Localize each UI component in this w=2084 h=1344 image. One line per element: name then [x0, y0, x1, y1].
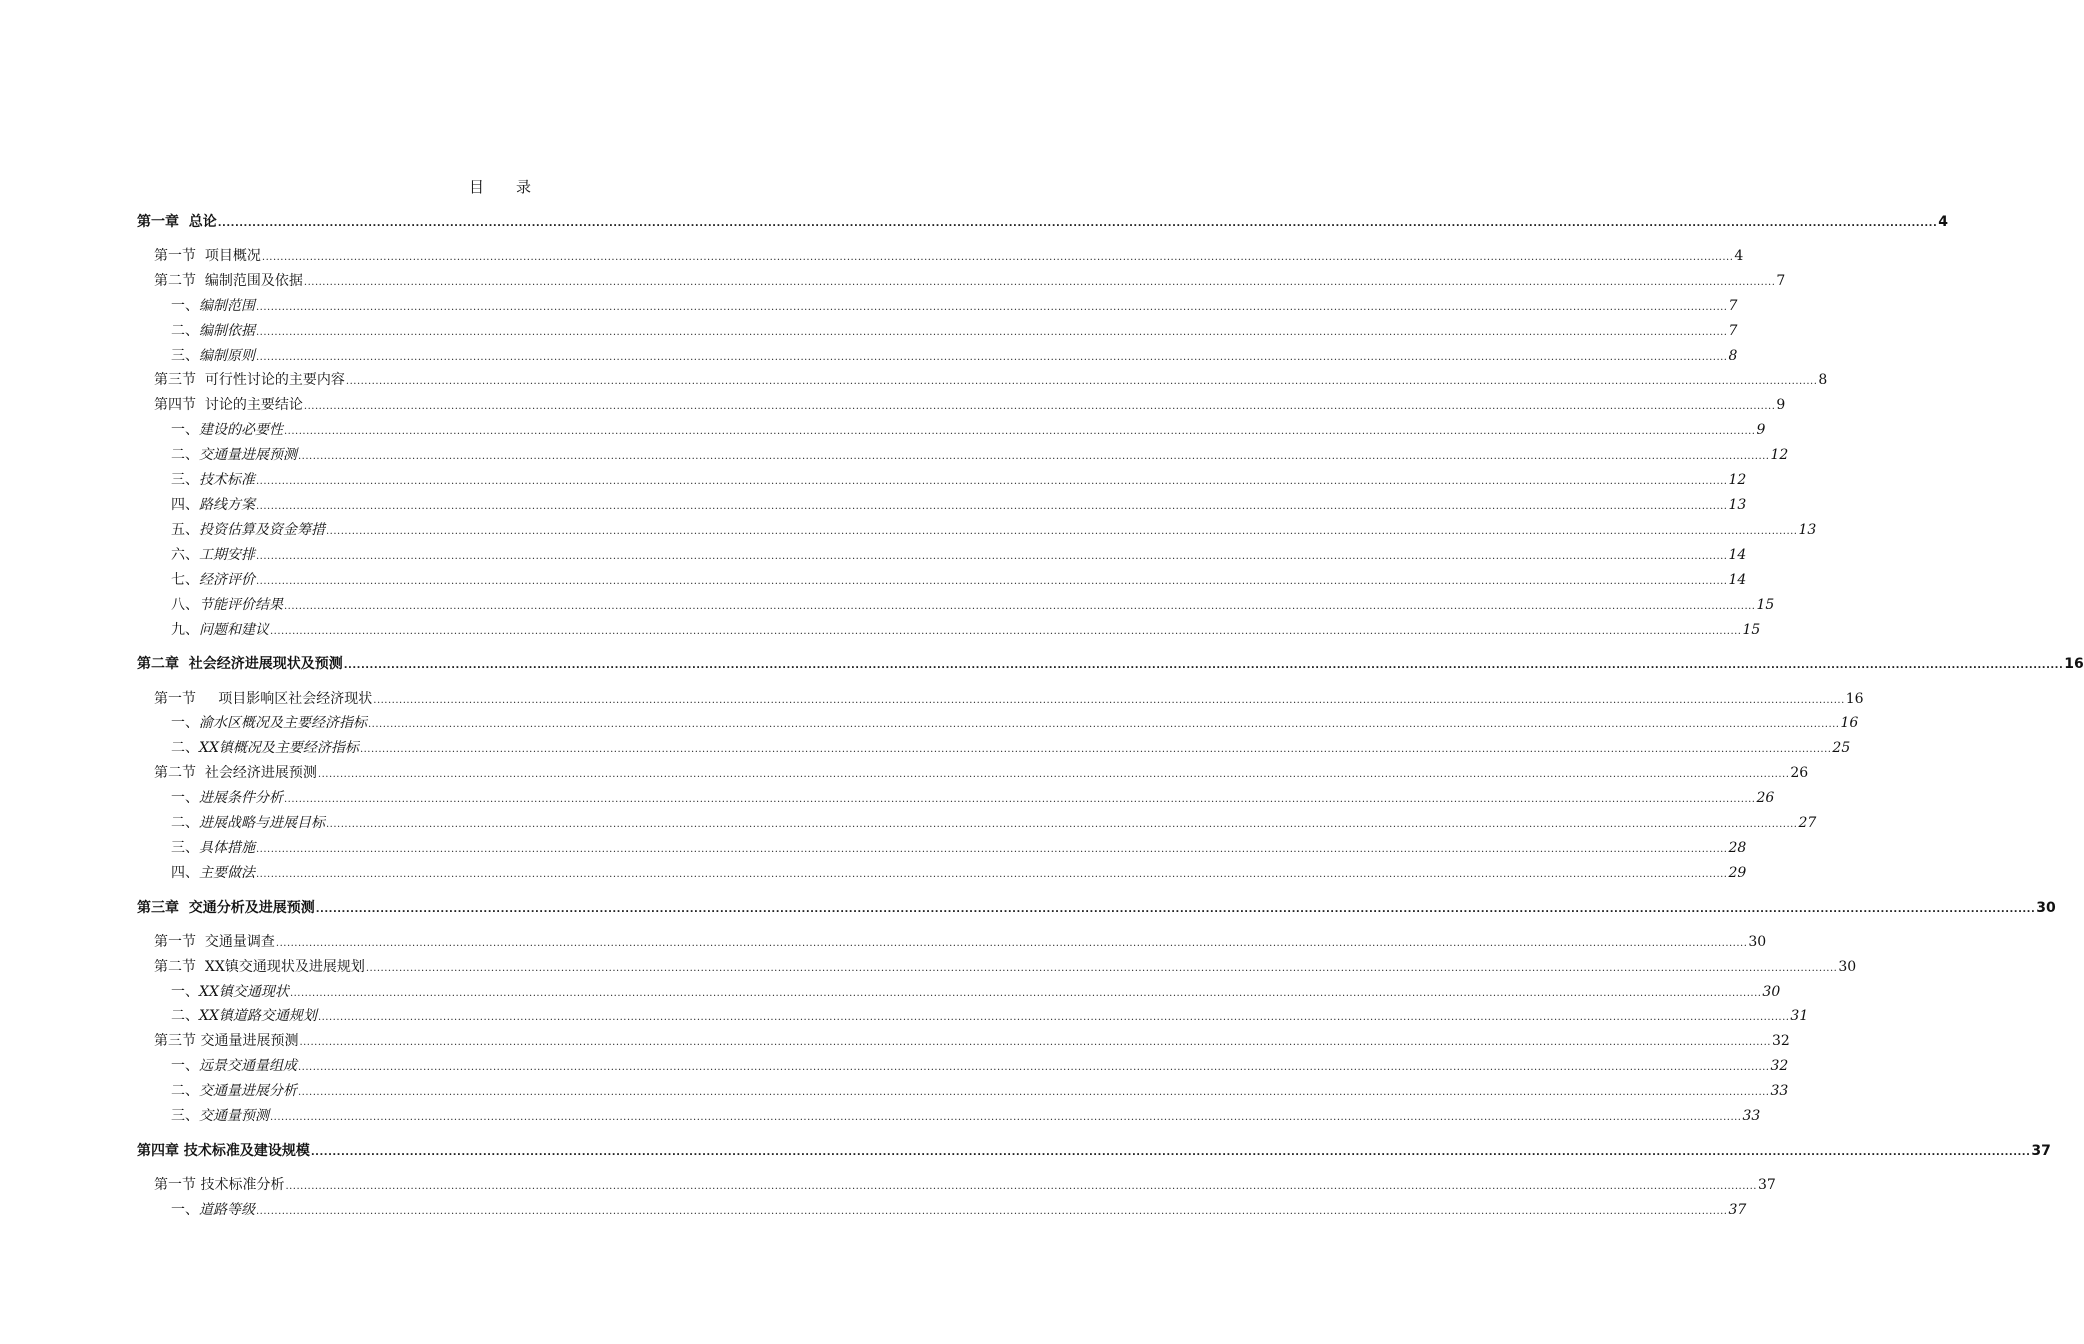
toc-dot-leader: ................................................................................................................................................................................................................................................................................................................................................................................................................ [256, 1206, 1728, 1217]
toc-dot-leader: ................................................................................................................................................................................................................................................................................................................................................................................................................ [256, 844, 1728, 855]
toc-entry-number: 第一节 [154, 691, 219, 707]
toc-entry-text: 交通量进展预测 [200, 1033, 299, 1049]
toc-entry-number: 第三章 [137, 900, 189, 916]
toc-entry-label [137, 495, 255, 515]
toc-dot-leader: ................................................................................................................................................................................................................................................................................................................................................................................................................ [284, 426, 1756, 437]
toc-entry-number: 六、 [171, 547, 199, 563]
toc-entry-level2[interactable] [137, 1175, 1776, 1195]
toc-entry-level3[interactable] [137, 445, 1789, 465]
toc-entry-number: 第二章 [137, 656, 189, 672]
toc-entry-page: 7 [1776, 273, 1786, 289]
toc-entry-page: 16 [1840, 715, 1859, 731]
toc-dot-leader: ................................................................................................................................................................................................................................................................................................................................................................................................................ [261, 252, 1734, 263]
toc-entry-level2[interactable] [137, 932, 1767, 952]
toc-entry-level3[interactable] [137, 863, 1747, 883]
toc-entry-page: 30 [1838, 959, 1857, 975]
toc-entry-level3[interactable] [137, 620, 1761, 640]
toc-entry-level3[interactable] [137, 545, 1747, 565]
toc-dot-leader: ................................................................................................................................................................................................................................................................................................................................................................................................................ [345, 376, 1818, 387]
toc-entry-label [137, 838, 255, 858]
toc-dot-leader: ................................................................................................................................................................................................................................................................................................................................................................................................................ [256, 501, 1728, 512]
toc-entry-label [137, 620, 269, 640]
toc-dot-leader: ................................................................................................................................................................................................................................................................................................................................................................................................................ [317, 769, 1790, 780]
toc-entry-text: 编制原则 [199, 348, 255, 364]
toc-entry-text: 节能评价结果 [199, 597, 283, 613]
toc-entry-number: 第二节 [154, 765, 205, 781]
toc-entry-number: 三、 [171, 348, 199, 364]
toc-entry-text: XX镇交通现状 [199, 984, 289, 1000]
toc-entry-page: 13 [1798, 522, 1817, 538]
toc-entry-label [137, 420, 283, 440]
toc-entry-text: XX镇道路交通规划 [199, 1008, 317, 1024]
toc-entry-number: 第三节 [154, 1033, 201, 1049]
toc-entry-text: 编制范围及依据 [204, 273, 303, 289]
toc-entry-text: 总论 [188, 214, 217, 230]
toc-dot-leader: ................................................................................................................................................................................................................................................................................................................................................................................................................ [298, 1087, 1770, 1098]
toc-entry-number: 第一节 [154, 1177, 201, 1193]
toc-entry-level1[interactable] [137, 1141, 2051, 1161]
toc-entry-page: 29 [1728, 865, 1747, 881]
toc-entry-level3[interactable] [137, 321, 1738, 341]
toc-entry-number: 第二节 [154, 273, 205, 289]
toc-entry-page: 8 [1728, 348, 1738, 364]
toc-entry-number: 一、 [171, 790, 199, 806]
toc-dot-leader: ................................................................................................................................................................................................................................................................................................................................................................................................................ [270, 1112, 1742, 1123]
toc-entry-page: 31 [1790, 1008, 1809, 1024]
toc-entry-level3[interactable] [137, 738, 1851, 758]
toc-entry-page: 14 [1728, 547, 1747, 563]
toc-entry-number: 二、 [171, 1008, 199, 1024]
toc-dot-leader: ................................................................................................................................................................................................................................................................................................................................................................................................................ [359, 744, 1832, 755]
toc-entry-level3[interactable] [137, 1106, 1761, 1126]
toc-entry-page: 37 [1728, 1202, 1747, 1218]
toc-entry-text: 编制范围 [199, 298, 255, 314]
toc-entry-number: 二、 [171, 447, 199, 463]
toc-entry-number: 一、 [171, 298, 199, 314]
toc-dot-leader: ................................................................................................................................................................................................................................................................................................................................................................................................................ [285, 1181, 1757, 1192]
toc-entry-text: 技术标准及建设规模 [183, 1143, 310, 1159]
toc-entry-label [137, 1200, 255, 1220]
toc-entry-level3[interactable] [137, 1081, 1789, 1101]
toc-entry-page: 33 [1742, 1108, 1761, 1124]
toc-entry-number: 二、 [171, 1083, 199, 1099]
toc-entry-page: 9 [1756, 422, 1766, 438]
toc-entry-number: 四、 [171, 497, 199, 513]
toc-entry-text: 路线方案 [199, 497, 255, 513]
toc-entry-number: 八、 [171, 597, 199, 613]
toc-dot-leader: ................................................................................................................................................................................................................................................................................................................................................................................................................ [326, 526, 1798, 537]
toc-entry-label [137, 346, 255, 366]
toc-entry-label [137, 321, 255, 341]
toc-entry-text: 技术标准 [199, 472, 255, 488]
toc-entry-text: 项目影响区社会经济现状 [218, 691, 373, 707]
toc-entry-page: 32 [1771, 1033, 1790, 1049]
toc-entry-level3[interactable] [137, 1056, 1789, 1076]
toc-entry-number: 九、 [171, 622, 199, 638]
toc-entry-label [137, 1081, 297, 1101]
toc-entry-number: 二、 [171, 323, 199, 339]
toc-entry-page: 32 [1770, 1058, 1789, 1074]
toc-entry-text: 经济评价 [199, 572, 255, 588]
toc-entry-number: 一、 [171, 422, 199, 438]
toc-entry-text: 建设的必要性 [199, 422, 283, 438]
toc-dot-leader: ................................................................................................................................................................................................................................................................................................................................................................................................................ [310, 1147, 2031, 1158]
toc-entry-number: 第一节 [154, 248, 205, 264]
toc-entry-page: 4 [1734, 248, 1744, 264]
toc-entry-text: 交通量预测 [199, 1108, 269, 1124]
toc-entry-label [137, 1141, 310, 1161]
toc-entry-label [137, 982, 289, 1002]
toc-entry-level3[interactable] [137, 982, 1781, 1002]
toc-entry-level3[interactable] [137, 470, 1747, 490]
toc-entry-level2[interactable] [137, 395, 1786, 415]
toc-entry-number: 第三节 [154, 372, 205, 388]
toc-entry-page: 33 [1770, 1083, 1789, 1099]
toc-entry-number: 第四节 [154, 397, 205, 413]
toc-entry-level2[interactable] [137, 763, 1809, 783]
toc-entry-level3[interactable] [137, 595, 1775, 615]
toc-entry-level3[interactable] [137, 788, 1775, 808]
toc-entry-label [137, 395, 303, 415]
toc-entry-number: 四、 [171, 865, 199, 881]
toc-entry-label [137, 271, 303, 291]
toc-entry-label [137, 788, 283, 808]
toc-entry-label [137, 370, 345, 390]
toc-entry-label [137, 713, 367, 733]
toc-entry-level2[interactable] [137, 271, 1786, 291]
toc-entry-label [137, 763, 317, 783]
toc-entry-page: 25 [1832, 740, 1851, 756]
toc-entry-level1[interactable] [137, 212, 1949, 232]
toc-dot-leader: ................................................................................................................................................................................................................................................................................................................................................................................................................ [270, 626, 1742, 637]
toc-entry-label [137, 570, 255, 590]
toc-entry-label [137, 738, 359, 758]
toc-entry-page: 7 [1728, 323, 1738, 339]
toc-dot-leader: ................................................................................................................................................................................................................................................................................................................................................................................................................ [298, 1062, 1770, 1073]
toc-entry-label [137, 813, 325, 833]
toc-title-right: 录 [516, 178, 532, 196]
toc-entry-label [137, 545, 255, 565]
toc-entry-label [137, 296, 255, 316]
toc-entry-label [137, 654, 343, 674]
toc-entry-text: 项目概况 [204, 248, 261, 264]
toc-entry-text: 技术标准分析 [200, 1177, 285, 1193]
toc-entry-page: 13 [1728, 497, 1747, 513]
toc-entry-number: 一、 [171, 984, 199, 1000]
toc-entry-text: 道路等级 [199, 1202, 255, 1218]
toc-entry-level3[interactable] [137, 296, 1738, 316]
toc-entry-level3[interactable] [137, 1006, 1809, 1026]
toc-dot-leader: ................................................................................................................................................................................................................................................................................................................................................................................................................ [368, 719, 1840, 730]
toc-dot-leader: ................................................................................................................................................................................................................................................................................................................................................................................................................ [275, 938, 1748, 949]
toc-entry-text: 社会经济进展现状及预测 [188, 656, 343, 672]
toc-entry-label [137, 1106, 269, 1126]
toc-dot-leader: ................................................................................................................................................................................................................................................................................................................................................................................................................ [343, 660, 2064, 671]
toc-entry-text: 讨论的主要结论 [204, 397, 303, 413]
toc-entry-text: 交通量进展分析 [199, 1083, 297, 1099]
toc-dot-leader: ................................................................................................................................................................................................................................................................................................................................................................................................................ [256, 476, 1728, 487]
toc-entry-page: 27 [1798, 815, 1817, 831]
toc-entry-page: 14 [1728, 572, 1747, 588]
toc-entry-number: 一、 [171, 1058, 199, 1074]
toc-entry-page: 30 [1762, 984, 1781, 1000]
toc-entry-page: 12 [1770, 447, 1789, 463]
toc-entry-level2[interactable] [137, 957, 1857, 977]
toc-entry-text: 进展战略与进展目标 [199, 815, 325, 831]
toc-entry-page: 16 [2064, 656, 2084, 672]
toc-entry-number: 三、 [171, 840, 199, 856]
toc-entry-number: 二、 [171, 740, 199, 756]
toc-entry-label [137, 957, 365, 977]
toc-entry-number: 第二节 [154, 959, 205, 975]
toc-entry-level3[interactable] [137, 1200, 1747, 1220]
toc-entry-text: 交通量调查 [204, 934, 275, 950]
toc-entry-number: 三、 [171, 1108, 199, 1124]
toc-dot-leader: ................................................................................................................................................................................................................................................................................................................................................................................................................ [365, 963, 1838, 974]
toc-entry-level3[interactable] [137, 838, 1747, 858]
toc-entry-number: 第四章 [137, 1143, 184, 1159]
toc-dot-leader: ................................................................................................................................................................................................................................................................................................................................................................................................................ [256, 327, 1728, 338]
toc-dot-leader: ................................................................................................................................................................................................................................................................................................................................................................................................................ [256, 551, 1728, 562]
toc-entry-label [137, 689, 372, 709]
toc-entry-page: 37 [2031, 1143, 2051, 1159]
toc-entry-label [137, 898, 315, 918]
toc-entry-level3[interactable] [137, 520, 1817, 540]
toc-entry-page: 7 [1728, 298, 1738, 314]
toc-dot-leader: ................................................................................................................................................................................................................................................................................................................................................................................................................ [326, 819, 1798, 830]
toc-entry-label [137, 520, 325, 540]
toc-dot-leader: ................................................................................................................................................................................................................................................................................................................................................................................................................ [256, 869, 1728, 880]
toc-entry-text: 编制依据 [199, 323, 255, 339]
toc-dot-leader: ................................................................................................................................................................................................................................................................................................................................................................................................................ [284, 601, 1756, 612]
toc-entry-text: 社会经济进展预测 [204, 765, 317, 781]
toc-entry-level2[interactable] [137, 689, 1864, 709]
toc-entry-label [137, 932, 275, 952]
toc-entry-label [137, 1056, 297, 1076]
toc-entry-number: 三、 [171, 472, 199, 488]
toc-entry-page: 26 [1756, 790, 1775, 806]
toc-entry-page: 15 [1742, 622, 1761, 638]
toc-entry-level3[interactable] [137, 420, 1766, 440]
toc-entry-page: 15 [1756, 597, 1775, 613]
toc-title [0, 176, 1000, 197]
toc-entry-level3[interactable] [137, 346, 1738, 366]
toc-entry-level3[interactable] [137, 813, 1817, 833]
toc-entry-number: 二、 [171, 815, 199, 831]
toc-entry-label [137, 212, 217, 232]
toc-dot-leader: ................................................................................................................................................................................................................................................................................................................................................................................................................ [256, 302, 1728, 313]
toc-dot-leader: ................................................................................................................................................................................................................................................................................................................................................................................................................ [284, 794, 1756, 805]
toc-entry-level1[interactable] [137, 654, 2084, 674]
toc-entry-page: 16 [1845, 691, 1864, 707]
toc-dot-leader: ................................................................................................................................................................................................................................................................................................................................................................................................................ [303, 277, 1776, 288]
toc-entry-text: 具体措施 [199, 840, 255, 856]
toc-entry-level3[interactable] [137, 570, 1747, 590]
toc-dot-leader: ................................................................................................................................................................................................................................................................................................................................................................................................................ [373, 695, 1845, 706]
toc-dot-leader: ................................................................................................................................................................................................................................................................................................................................................................................................................ [315, 904, 2036, 915]
toc-entry-page: 4 [1938, 214, 1949, 230]
toc-entry-label [137, 1031, 298, 1051]
toc-entry-level2[interactable] [137, 246, 1744, 266]
toc-entry-text: XX镇交通现状及进展规划 [204, 959, 365, 975]
toc-dot-leader: ................................................................................................................................................................................................................................................................................................................................................................................................................ [317, 1012, 1790, 1023]
toc-entry-text: 主要做法 [199, 865, 255, 881]
toc-entry-text: 进展条件分析 [199, 790, 283, 806]
toc-entry-label [137, 1006, 317, 1026]
toc-entry-text: 交通量进展预测 [199, 447, 297, 463]
toc-entry-label [137, 863, 255, 883]
toc-entry-label [137, 595, 283, 615]
toc-entry-number: 一、 [171, 1202, 199, 1218]
toc-entry-number: 第一章 [137, 214, 189, 230]
toc-entry-text: 交通分析及进展预测 [188, 900, 315, 916]
toc-entry-text: 可行性讨论的主要内容 [204, 372, 345, 388]
toc-entry-label [137, 246, 261, 266]
toc-entry-page: 9 [1776, 397, 1786, 413]
toc-entry-label [137, 470, 255, 490]
toc-entry-page: 30 [2036, 900, 2056, 916]
toc-entry-level3[interactable] [137, 713, 1859, 733]
toc-entry-text: 投资估算及资金筹措 [199, 522, 325, 538]
toc-dot-leader: ................................................................................................................................................................................................................................................................................................................................................................................................................ [256, 576, 1728, 587]
toc-title-left: 目 [468, 178, 484, 196]
toc-entry-number: 五、 [171, 522, 199, 538]
toc-entry-text: XX镇概况及主要经济指标 [199, 740, 359, 756]
toc-entry-text: 工期安排 [199, 547, 255, 563]
toc-entry-label [137, 445, 297, 465]
toc-entry-level2[interactable] [137, 1031, 1790, 1051]
toc-entry-page: 30 [1748, 934, 1767, 950]
toc-entry-text: 远景交通量组成 [199, 1058, 297, 1074]
toc-dot-leader: ................................................................................................................................................................................................................................................................................................................................................................................................................ [256, 352, 1728, 363]
toc-entry-page: 26 [1790, 765, 1809, 781]
toc-entry-level1[interactable] [137, 898, 2056, 918]
toc-entry-text: 问题和建议 [199, 622, 269, 638]
toc-entry-number: 一、 [171, 715, 199, 731]
toc-entry-number: 第一节 [154, 934, 205, 950]
toc-dot-leader: ................................................................................................................................................................................................................................................................................................................................................................................................................ [289, 988, 1762, 999]
toc-entry-level3[interactable] [137, 495, 1747, 515]
toc-dot-leader: ................................................................................................................................................................................................................................................................................................................................................................................................................ [298, 451, 1770, 462]
toc-entry-page: 12 [1728, 472, 1747, 488]
toc-entry-text: 渝水区概况及主要经济指标 [199, 715, 367, 731]
toc-entry-number: 七、 [171, 572, 199, 588]
toc-dot-leader: ................................................................................................................................................................................................................................................................................................................................................................................................................ [217, 218, 1938, 229]
toc-entry-level2[interactable] [137, 370, 1828, 390]
toc-dot-leader: ................................................................................................................................................................................................................................................................................................................................................................................................................ [303, 401, 1776, 412]
toc-entry-page: 28 [1728, 840, 1747, 856]
toc-entry-page: 8 [1818, 372, 1828, 388]
toc-entry-label [137, 1175, 284, 1195]
toc-entry-page: 37 [1757, 1177, 1776, 1193]
toc-dot-leader: ................................................................................................................................................................................................................................................................................................................................................................................................................ [299, 1037, 1771, 1048]
